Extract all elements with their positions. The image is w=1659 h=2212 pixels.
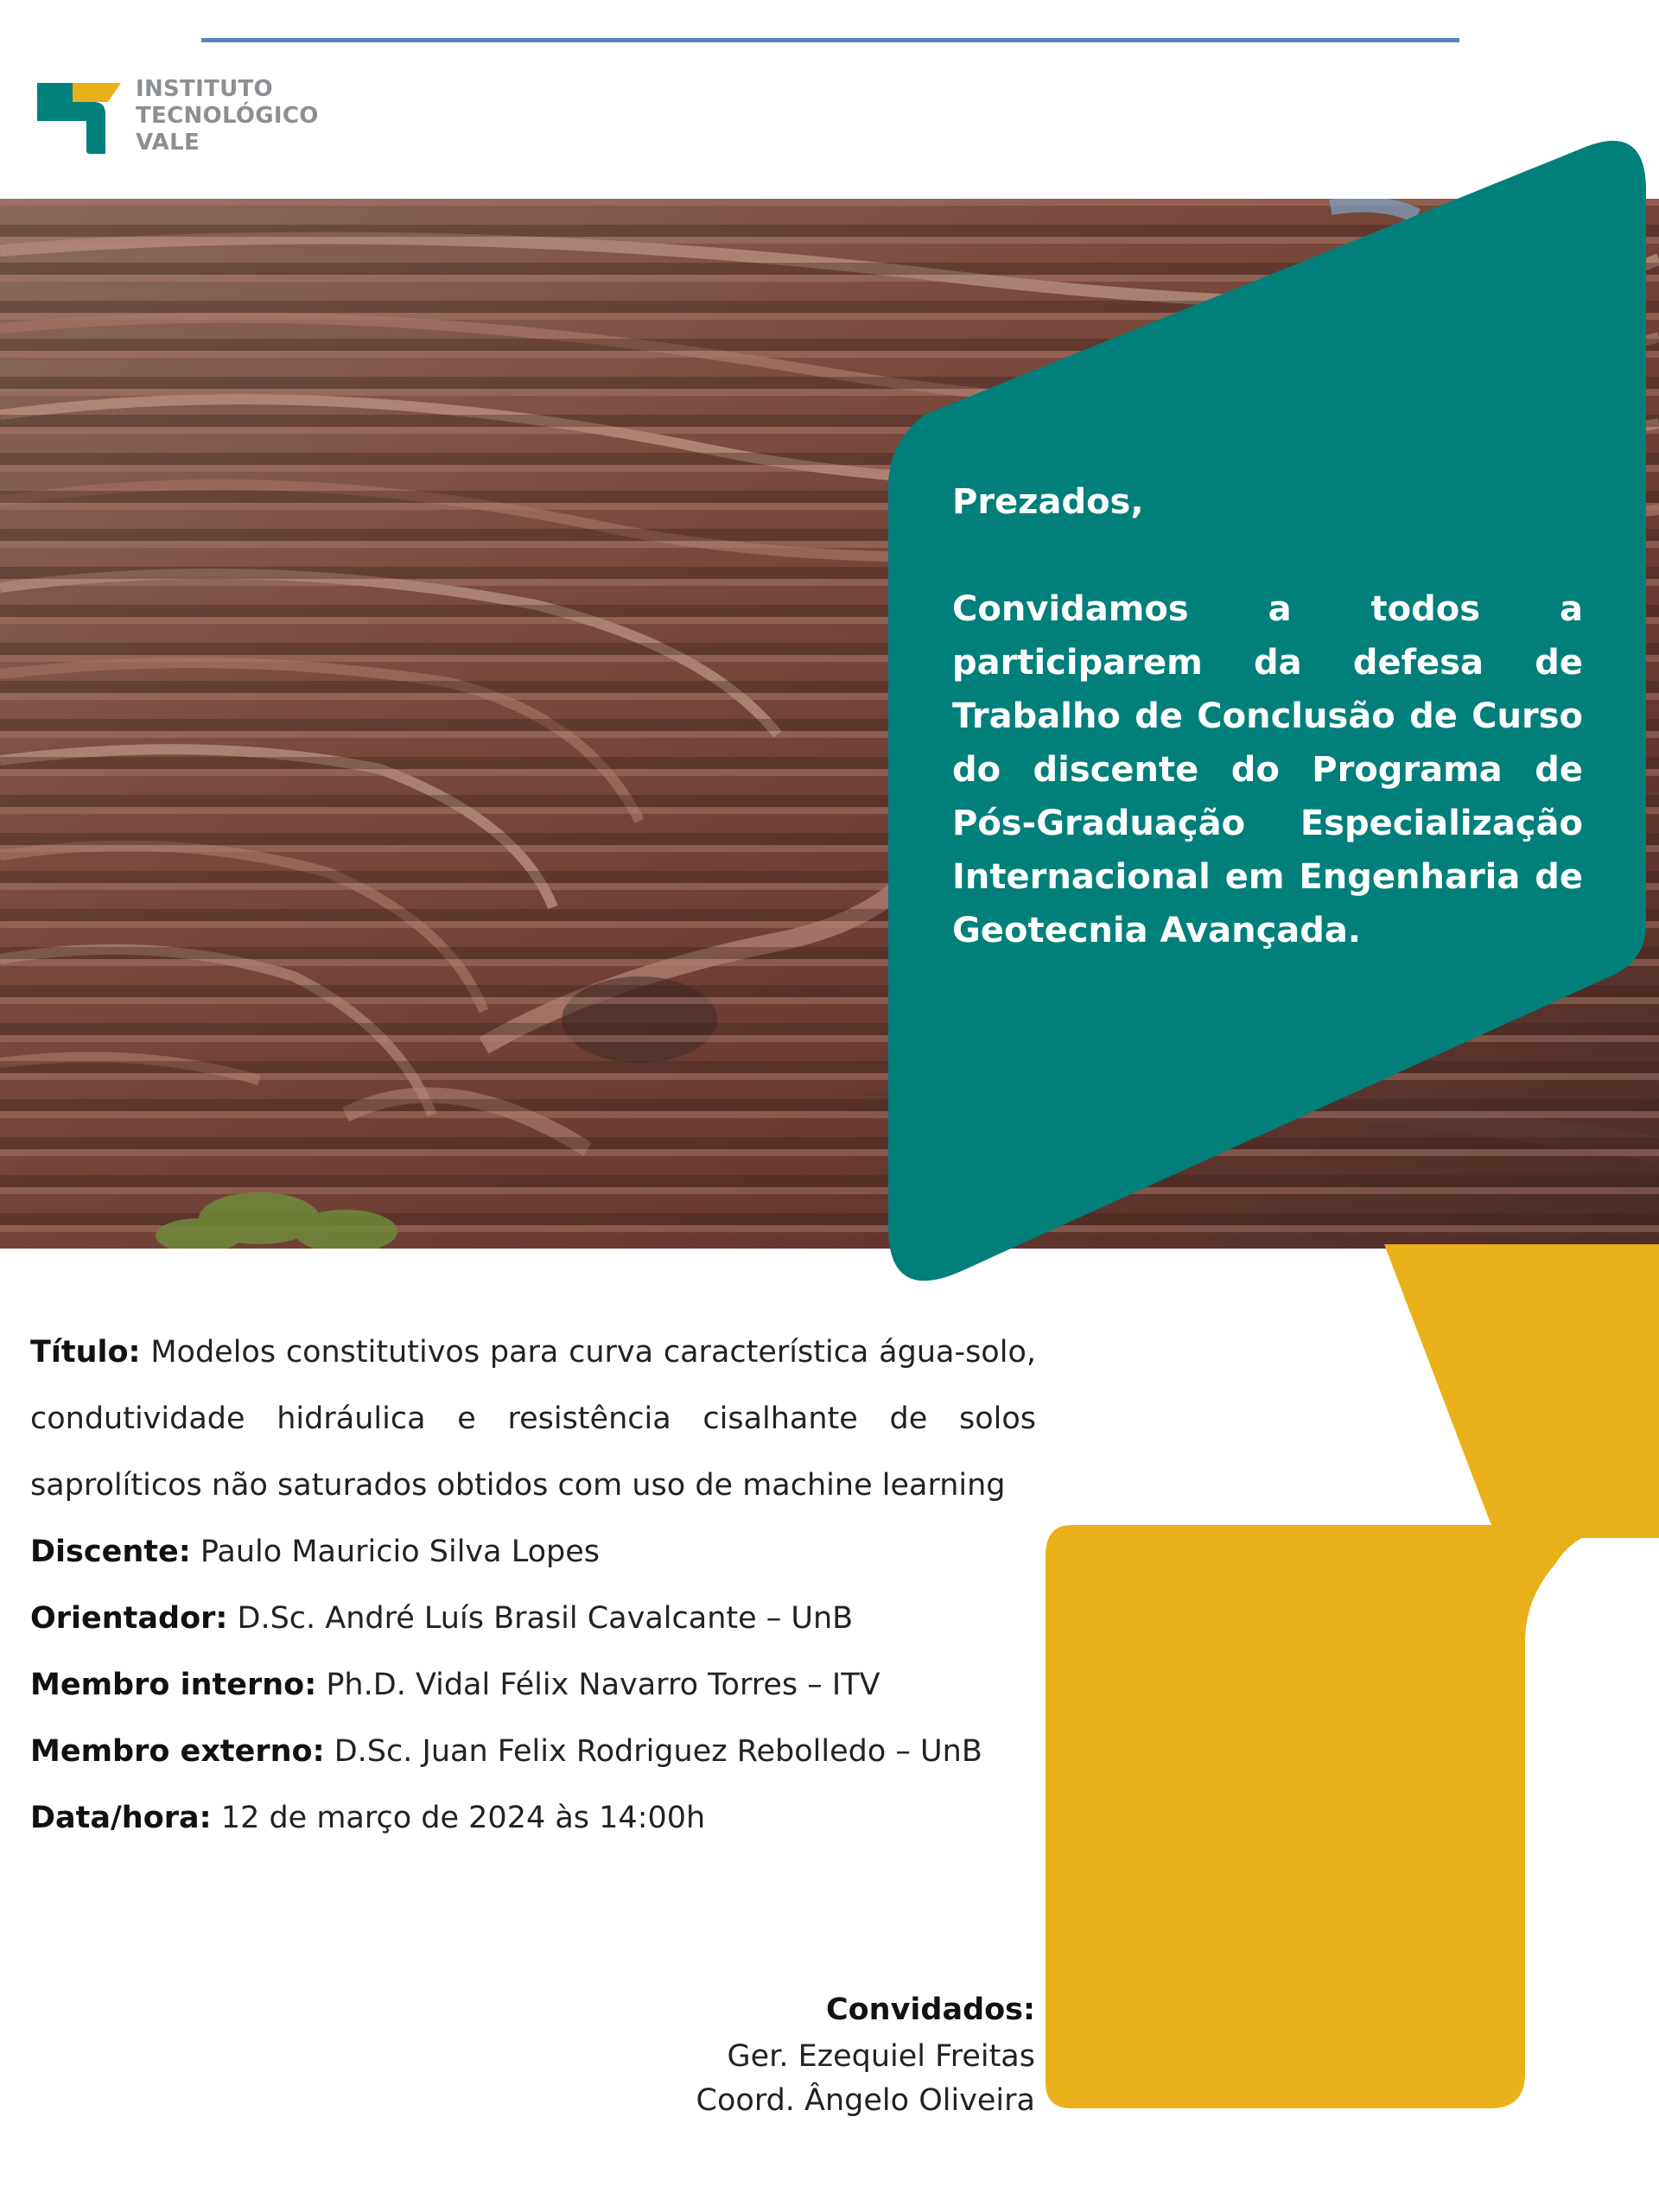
title-label: Título: [30, 1335, 141, 1370]
guest-name: Coord. Ângelo Oliveira [696, 2083, 1035, 2118]
internal-member-row [30, 1652, 1036, 1719]
title-value: Modelos constitutivos para curva característica água-solo, condutividade hidráulica e resistência cisalhante de solos saprolíticos não saturados obtidos com uso de machine learning [30, 1335, 1036, 1503]
date-value: 12 de março de 2024 às 14:00h [220, 1801, 706, 1835]
guest-name: Ger. Ezequiel Freitas [727, 2039, 1035, 2074]
internal-member-value: Ph.D. Vidal Félix Navarro Torres – ITV [326, 1668, 880, 1702]
internal-member-label: Membro interno: [30, 1668, 317, 1702]
student-label: Discente: [30, 1535, 191, 1569]
external-member-label: Membro externo: [30, 1734, 325, 1769]
yellow-shape-main [1046, 1486, 1659, 2108]
title-row [30, 1319, 1036, 1519]
invitation-text [952, 475, 1583, 957]
invitation-body: Convidamos a todos a participarem da defesa de Trabalho de Conclusão de Curso do discente do Programa de Pós-Graduação Especialização Internacional em Engenharia de Geotecnia Avançada. [952, 589, 1583, 950]
logo-line-3: VALE [136, 130, 200, 156]
advisor-value: D.Sc. André Luís Brasil Cavalcante – UnB [237, 1601, 854, 1636]
date-row [30, 1785, 1036, 1852]
external-member-row [30, 1719, 1036, 1785]
greeting: Prezados, [952, 482, 1144, 522]
logo-line-1: INSTITUTO [136, 76, 273, 102]
guests-block [696, 1985, 1035, 2123]
logo-line-2: TECNOLÓGICO [136, 103, 319, 129]
student-value: Paulo Mauricio Silva Lopes [200, 1535, 600, 1569]
advisor-row [30, 1586, 1036, 1652]
student-row [30, 1519, 1036, 1586]
date-label: Data/hora: [30, 1801, 212, 1835]
guests-heading: Convidados: [825, 1993, 1035, 2027]
defense-details [30, 1319, 1036, 1852]
yellow-shape-top [1378, 1244, 1659, 1538]
advisor-label: Orientador: [30, 1601, 228, 1636]
external-member-value: D.Sc. Juan Felix Rodriguez Rebolledo – UnB [334, 1734, 982, 1769]
